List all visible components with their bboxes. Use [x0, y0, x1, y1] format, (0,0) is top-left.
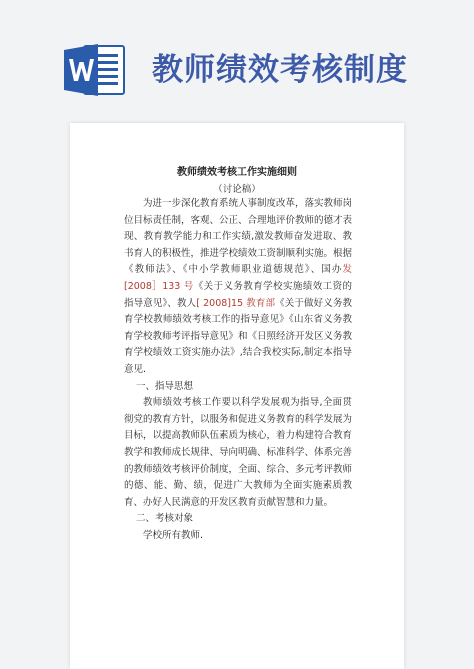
- section-heading-assessment-target: 二、考核对象: [136, 513, 194, 525]
- word-document-icon: [62, 42, 126, 98]
- document-subtitle: （讨论稿）: [213, 184, 261, 195]
- header-banner: [0, 0, 474, 112]
- intro-text-3: 《关于做好义务教育学校教师绩效考核工作的指导意见》《山东省义务教育学校教师考评指导意见》和《日照经济开发区义务教育学校绩效工资实施办法》,结合我校实际,制定本指导意见.: [124, 297, 353, 375]
- intro-text-2: 《关于义务教育学校实施绩效工资的指导意见》、教人: [124, 280, 352, 309]
- intro-red-ref-1: 发[2008］133 号: [124, 264, 352, 292]
- intro-paragraph: [124, 196, 352, 379]
- intro-red-ref-2: [ 2008]15 教育部: [196, 297, 276, 309]
- intro-text-1: 为进一步深化教育系统人事制度改革，落实教师岗位目标责任制，客观、公正、合理地评价教师的德才表现、教育教学能力和工作实绩,激发教师奋发进取、教书育人的积极性，推进学校绩效工资制顺利实施。根据《教师法》、《中小学教师职业道德规范》、国办: [124, 198, 353, 276]
- banner-title: 教师绩效考核制度: [152, 52, 408, 88]
- document-title: 教师绩效考核工作实施细则: [177, 167, 297, 178]
- document-page: [70, 123, 404, 669]
- section-text-guiding-ideology: 教师绩效考核工作要以科学发展观为指导,全面贯彻党的教育方针，以服务和促进义务教育的科学发展为目标，以提高教师队伍素质为核心，着力构建符合教育教学和教师成长规律、导向明确、标准科学、体系完善的教师绩效考核评价制度，全面、综合、多元考评教师的德、能、勤、绩，促进广大教师为全面实施素质教育、办好人民满意的开发区教育贡献智慧和力量。: [124, 397, 353, 508]
- document-body: [124, 196, 352, 544]
- section-heading-guiding-ideology: 一、指导思想: [136, 380, 194, 392]
- section-text-assessment-target: 学校所有教师.: [143, 529, 204, 541]
